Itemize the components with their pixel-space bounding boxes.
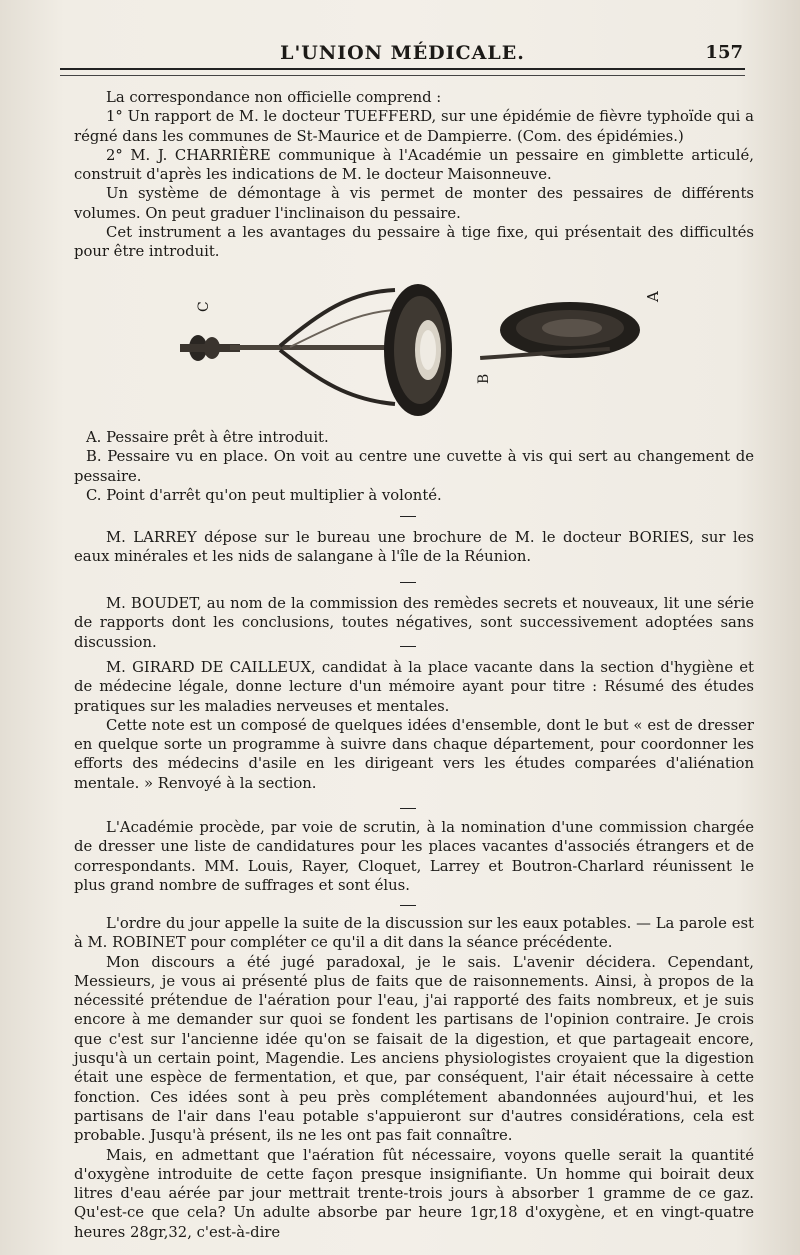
figure-label-b: B bbox=[476, 373, 492, 384]
boudet-text: M. BOUDET, au nom de la commission des remèdes secrets et nouveaux, lit une série de rapports dont les conclusions, toutes négatives, sont successivement adoptées sans discussion. bbox=[74, 595, 754, 651]
pessary-figure bbox=[170, 272, 670, 422]
header-rule bbox=[60, 75, 745, 76]
scrutin-paragraph bbox=[74, 818, 754, 895]
journal-title: L'UNION MÉDICALE. bbox=[280, 42, 525, 64]
section-separator bbox=[400, 905, 416, 906]
page-number: 157 bbox=[705, 42, 743, 63]
correspondance-item-2: 2° M. J. CHARRIÈRE communique à l'Académie un pessaire en gimblette articulé, construit d'après les indications de M. le docteur Maisonneuve. bbox=[74, 146, 754, 184]
figure-legend bbox=[74, 428, 754, 505]
robinet-text-3: Mais, en admettant que l'aération fût nécessaire, voyons quelle serait la quantité d'oxygène introduite de cette façon presque insignifiante. Un homme qui boirait deux litres d'eau aérée par jour mettrait trente-trois jours à absorber 1 gramme de ce gaz. Qu'est-ce que cela? Un adulte absorbe par heure 1gr,18 d'oxygène, et en vingt-quatre heures 28gr,32, c'est-à-dire bbox=[74, 1146, 754, 1241]
correspondance-intro: La correspondance non officielle comprend : bbox=[106, 89, 442, 106]
pessary-illustration bbox=[170, 272, 670, 422]
correspondance-item-2b: Un système de démontage à vis permet de monter des pessaires de différents volumes. On peut graduer l'inclinaison du pessaire. bbox=[74, 185, 754, 222]
larrey-paragraph bbox=[74, 528, 754, 567]
figure-label-c: C bbox=[196, 301, 212, 312]
section-separator bbox=[400, 808, 416, 809]
scrutin-text: L'Académie procède, par voie de scrutin, à la nomination d'une commission chargée de dresser une liste de candidatures pour les places vacantes d'associés étrangers et de correspondants. MM. Louis, Rayer, Cloquet, Larrey et Boutron-Charlard réunissent le plus grand nombre de suffrages et sont élus. bbox=[74, 819, 754, 894]
girard-text-2: Cette note est un composé de quelques idées d'ensemble, dont le but « est de dresser en quelque sorte un programme à suivre dans chaque département, pour coordonner les efforts des médecins d'asile en les dirigeant vers les études comparées d'aliénation mentale. » Renvoyé à la section. bbox=[74, 716, 754, 792]
robinet-text-1: L'ordre du jour appelle la suite de la discussion sur les eaux potables. — La parole est à M. ROBINET pour compléter ce qu'il a dit dans la séance précédente. bbox=[74, 915, 754, 952]
boudet-paragraph bbox=[74, 594, 754, 652]
correspondance-item-1: 1° Un rapport de M. le docteur TUEFFERD, sur une épidémie de fièvre typhoïde qui a régné dans les communes de St-Maurice et de Dampierre. (Com. des épidémies.) bbox=[74, 108, 754, 145]
legend-c: C. Point d'arrêt qu'on peut multiplier à volonté. bbox=[86, 486, 442, 504]
correspondance-section bbox=[74, 88, 754, 262]
correspondance-item-2c: Cet instrument a les avantages du pessaire à tige fixe, qui présentait des difficultés pour être introduit. bbox=[74, 224, 754, 261]
robinet-text-2: Mon discours a été jugé paradoxal, je le sais. L'avenir décidera. Cependant, Messieurs, je vous ai présenté plus de faits que de raisonnements. Ainsi, à propos de la nécessité prétendue de l'aération pour l'eau, j'ai rapporté des faits nombreux, et je suis encore à me demander sur quoi se fondent les partisans de l'opinion contraire. Je crois que c'est sur l'ancienne idée qu'on se faisait de la digestion, et que partageait encore, jusqu'à un certain point, Magendie. Les anciens physiologistes croyaient que la digestion était une espèce de fermentation, et que, par conséquent, l'air était nécessaire à cette fonction. Ces idées sont à peu près complétement abandonnées aujourd'hui, et les partisans de l'air dans l'eau potable s'appuieront sur d'autres considérations, cela est probable. Jusqu'à présent, ils ne les ont pas fait connaître. bbox=[74, 953, 754, 1145]
girard-section bbox=[74, 658, 754, 793]
figure-label-a: A bbox=[644, 291, 662, 302]
pessary-b-ring bbox=[480, 302, 640, 360]
legend-b: B. Pessaire vu en place. On voit au centre une cuvette à vis qui sert au changement de pessaire. bbox=[74, 448, 754, 485]
section-separator bbox=[400, 516, 416, 517]
running-header bbox=[60, 38, 745, 70]
larrey-text: M. LARREY dépose sur le bureau une brochure de M. le docteur BORIES, sur les eaux minérales et les nids de salangane à l'île de la Réunion. bbox=[74, 529, 754, 566]
robinet-section bbox=[74, 914, 754, 1242]
section-separator bbox=[400, 582, 416, 583]
section-separator bbox=[400, 646, 416, 647]
legend-a: A. Pessaire prêt à être introduit. bbox=[86, 429, 329, 446]
pessary-a-instrument bbox=[180, 284, 452, 416]
girard-text-1: M. GIRARD DE CAILLEUX, candidat à la place vacante dans la section d'hygiène et de médecine légale, donne lecture d'un mémoire ayant pour titre : Résumé des études pratiques sur les maladies nerveuses et mentales. bbox=[74, 659, 754, 715]
